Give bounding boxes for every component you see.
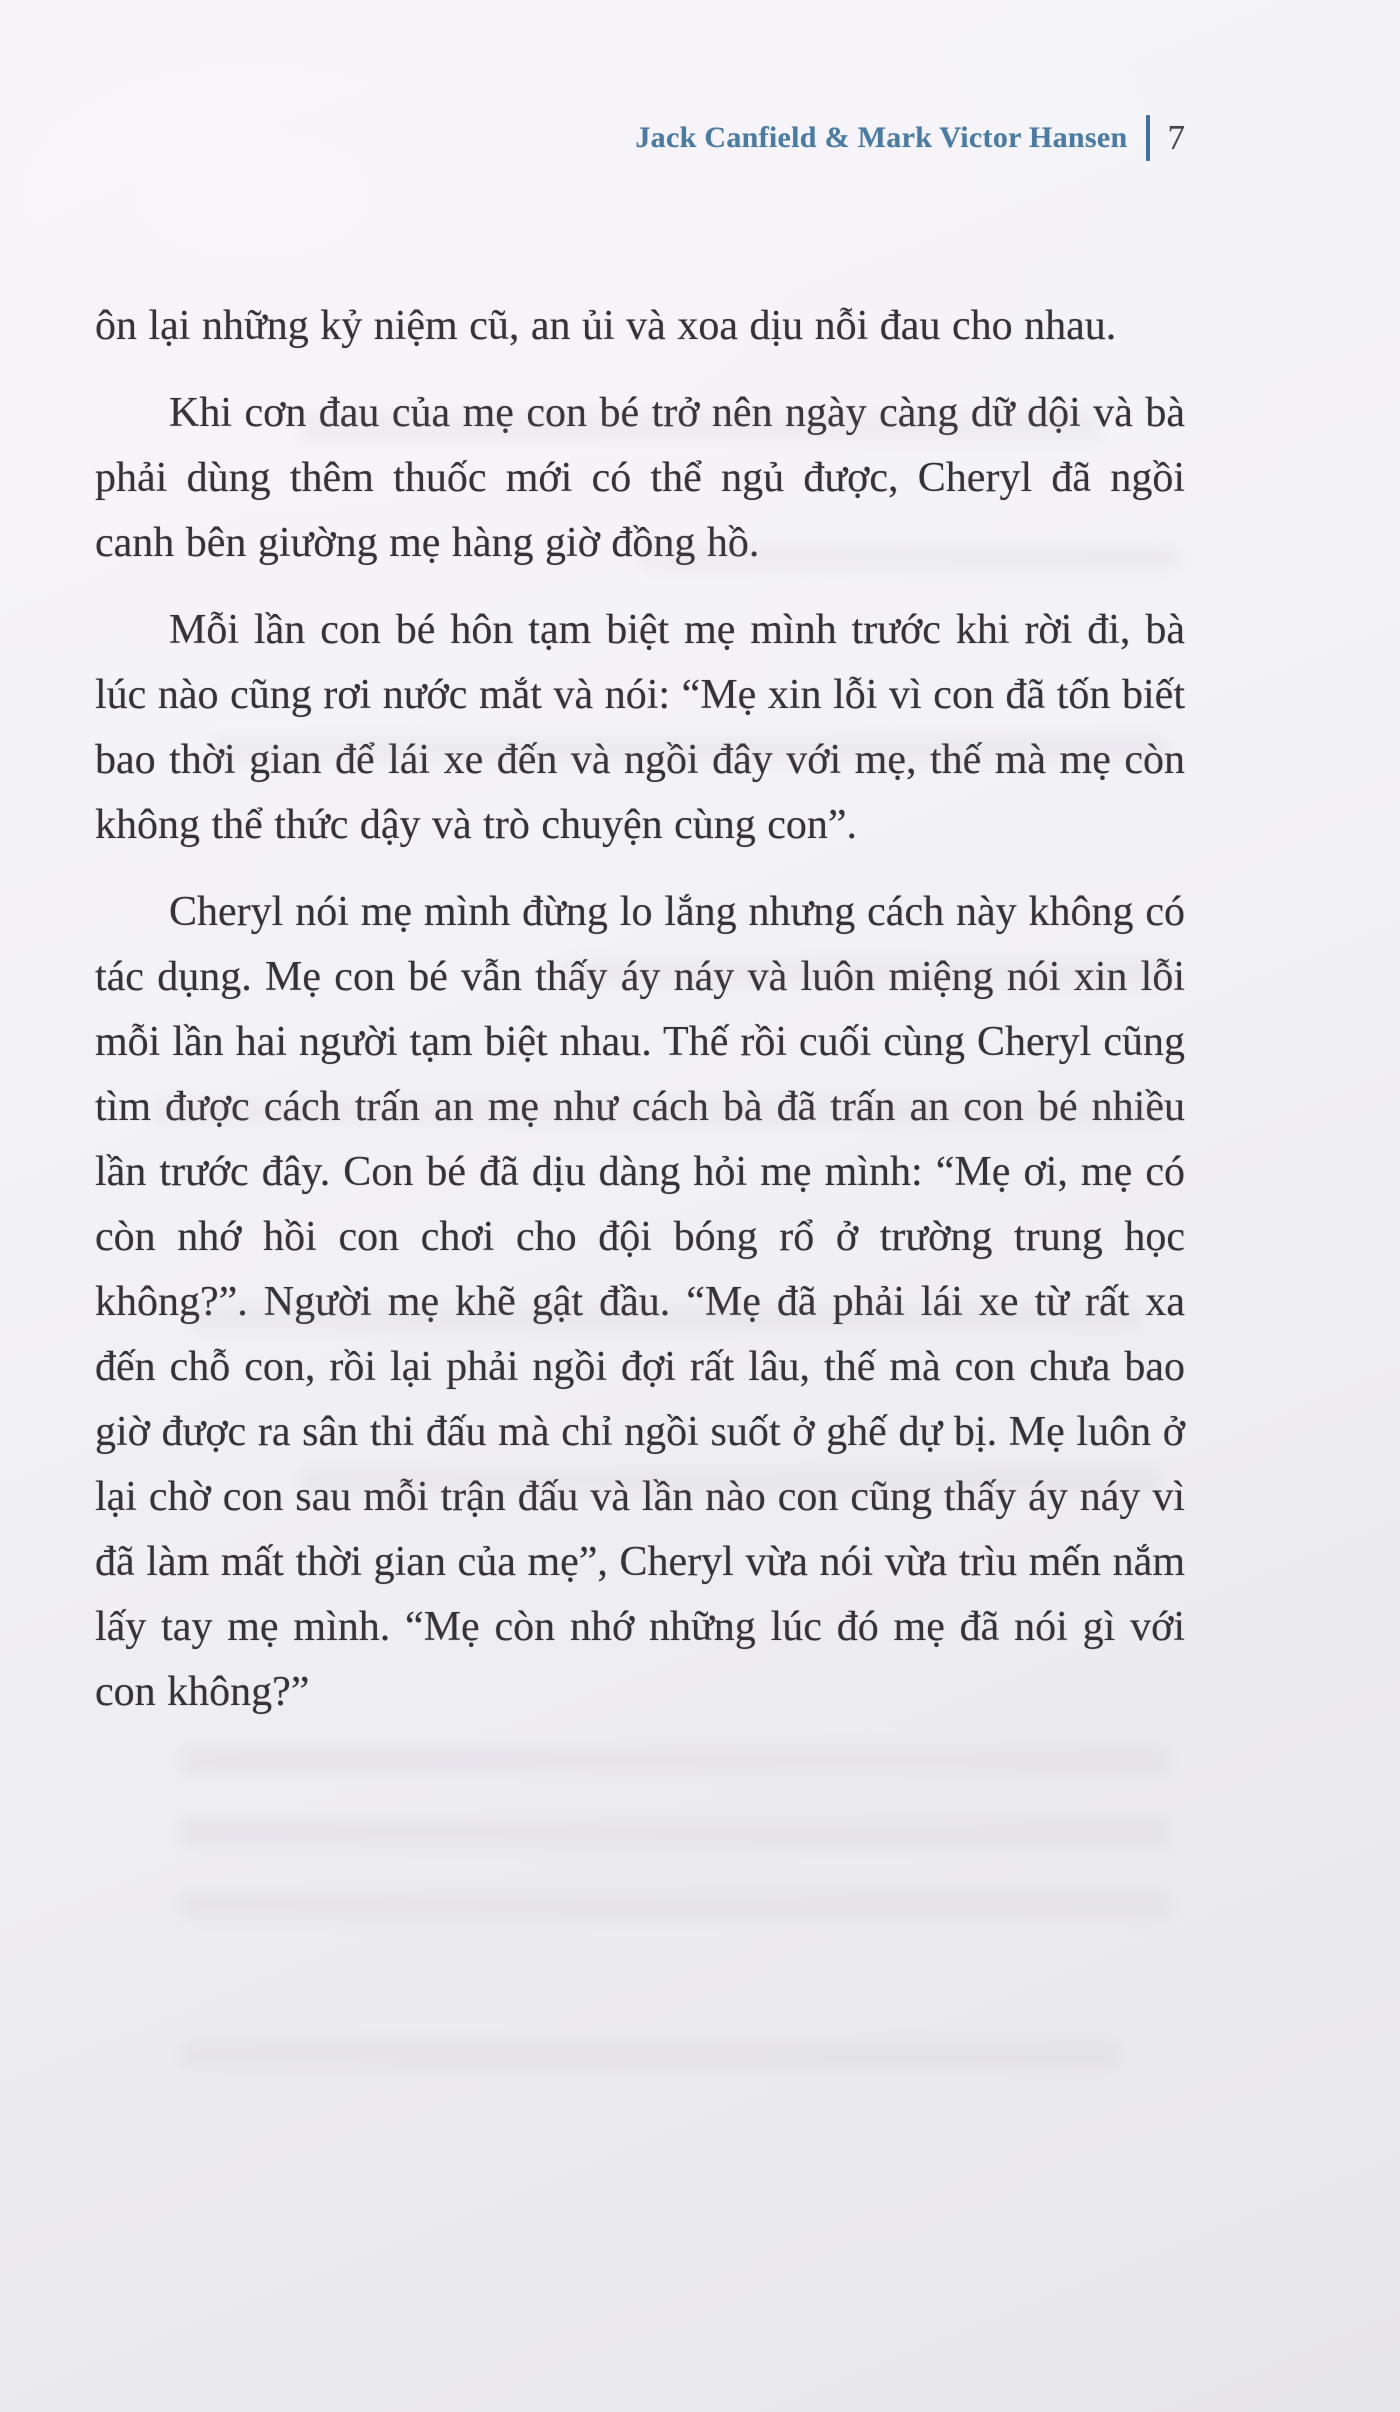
bleed-through-artifact [180,2040,1120,2070]
body-text [95,294,1185,1747]
paragraph-continuation: ôn lại những kỷ niệm cũ, an ủi và xoa dịu nỗi đau cho nhau. [95,303,1117,349]
page-number: 7 [1167,118,1185,157]
bleed-through-artifact [180,1890,1170,1920]
running-head-authors: Jack Canfield & Mark Victor Hansen [635,121,1128,154]
running-head [95,110,1185,166]
bleed-through-artifact [180,1818,1170,1848]
header-divider-bar [1146,115,1150,161]
paragraph: Khi cơn đau của mẹ con bé trở nên ngày càng dữ dội và bà phải dùng thêm thuốc mới có thể ngủ được, Cheryl đã ngồi canh bên giường mẹ hàng giờ đồng hồ. [95,390,1185,566]
bleed-through-artifact [180,1745,1170,1775]
paragraph: Cheryl nói mẹ mình đừng lo lắng nhưng cách này không có tác dụng. Mẹ con bé vẫn thấy áy náy và luôn miệng nói xin lỗi mỗi lần hai người tạm biệt nhau. Thế rồi cuối cùng Cheryl cũng tìm được cách trấn an mẹ như cách bà đã trấn an con bé nhiều lần trước đây. Con bé đã dịu dàng hỏi mẹ mình: “Mẹ ơi, mẹ có còn nhớ hồi con chơi cho đội bóng rổ ở trường trung học không?”. Người mẹ khẽ gật đầu. “Mẹ đã phải lái xe từ rất xa đến chỗ con, rồi lại phải ngồi đợi rất lâu, thế mà con chưa bao giờ được ra sân thi đấu mà chỉ ngồi suốt ở ghế dự bị. Mẹ luôn ở lại chờ con sau mỗi trận đấu và lần nào con cũng thấy áy náy vì đã làm mất thời gian của mẹ”, Cheryl vừa nói vừa trìu mến nắm lấy tay mẹ mình. “Mẹ còn nhớ những lúc đó mẹ đã nói gì với con không?” [95,889,1185,1715]
paragraph: Mỗi lần con bé hôn tạm biệt mẹ mình trước khi rời đi, bà lúc nào cũng rơi nước mắt và nói: “Mẹ xin lỗi vì con đã tốn biết bao thời gian để lái xe đến và ngồi đây với mẹ, thế mà mẹ còn không thể thức dậy và trò chuyện cùng con”. [95,607,1185,848]
